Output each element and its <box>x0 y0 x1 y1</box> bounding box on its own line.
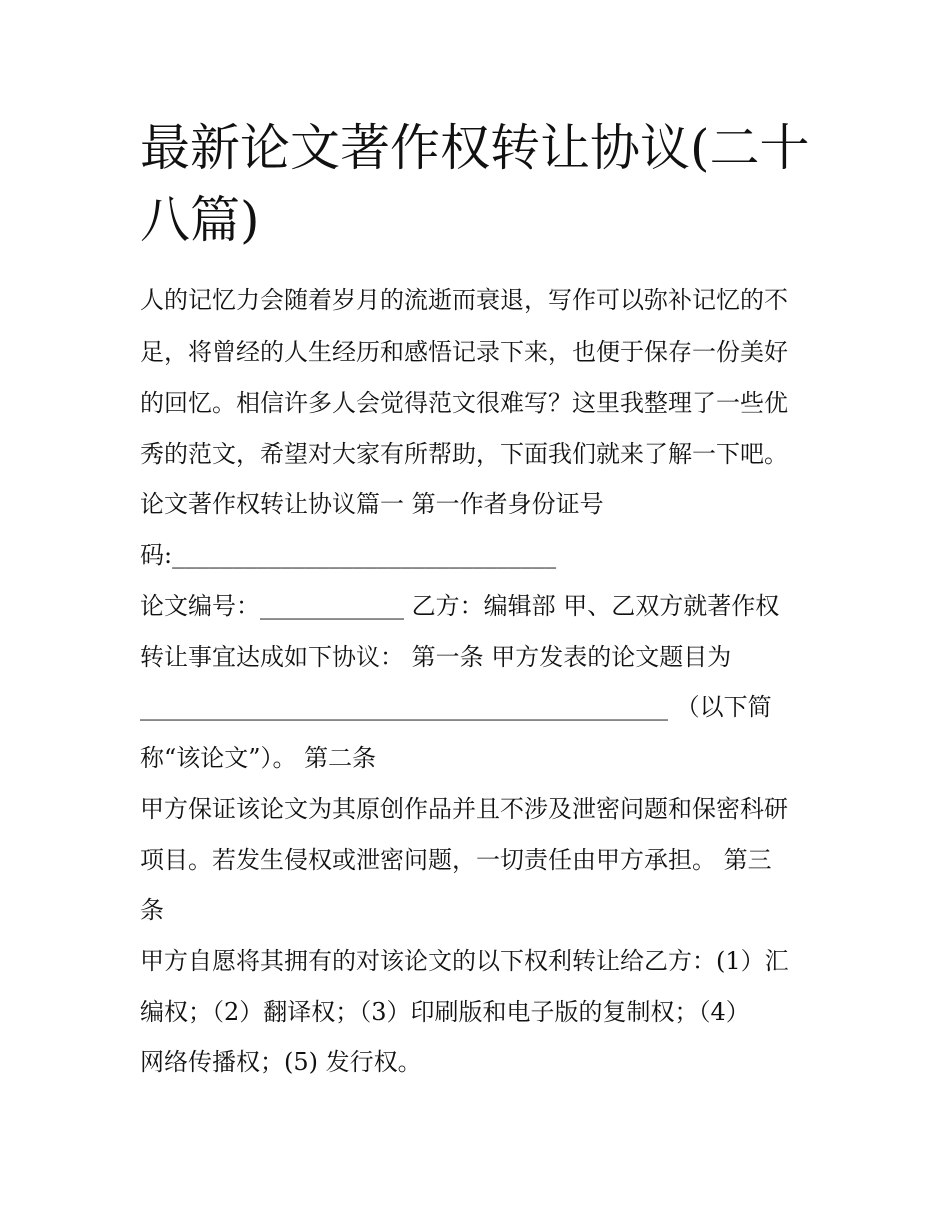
body-line: 甲方保证该论文为其原创作品并且不涉及泄密问题和保密科研 <box>140 795 788 823</box>
body-line: 码:________________________________ <box>140 541 557 569</box>
body-line: 论文编号：____________ 乙方：编辑部 甲、乙双方就著作权 <box>140 592 780 620</box>
body-line: 转让事宜达成如下协议： 第一条 甲方发表的论文题目为 <box>140 643 732 671</box>
body-line: 足，将曾经的人生经历和感悟记录下来，也便于保存一份美好 <box>140 338 788 366</box>
body-line: 秀的范文，希望对大家有所帮助，下面我们就来了解一下吧。 <box>140 440 788 468</box>
body-line: 称“该论文”）。 第二条 <box>140 744 377 772</box>
body-line: 论文著作权转让协议篇一 第一作者身份证号 <box>140 490 604 518</box>
body-line: 编权；（2）翻译权；（3）印刷版和电子版的复制权；（4） <box>140 998 750 1026</box>
body-line: 项目。若发生侵权或泄密问题，一切责任由甲方承担。 第三 <box>140 846 772 874</box>
body-line: 甲方自愿将其拥有的对该论文的以下权利转让给乙方：(1）汇 <box>140 947 789 975</box>
body-line: ____________________________________________ （以下简 <box>140 693 772 721</box>
body-line: 人的记忆力会随着岁月的流逝而衰退，写作可以弥补记忆的不 <box>140 286 788 314</box>
body-line: 的回忆。相信许多人会觉得范文很难写？这里我整理了一些优 <box>140 389 788 417</box>
body-line: 网络传播权；(5) 发行权。 <box>140 1048 422 1076</box>
body-line: 条 <box>140 896 164 924</box>
document-title: 最新论文著作权转让协议(二十八篇) <box>140 119 810 249</box>
